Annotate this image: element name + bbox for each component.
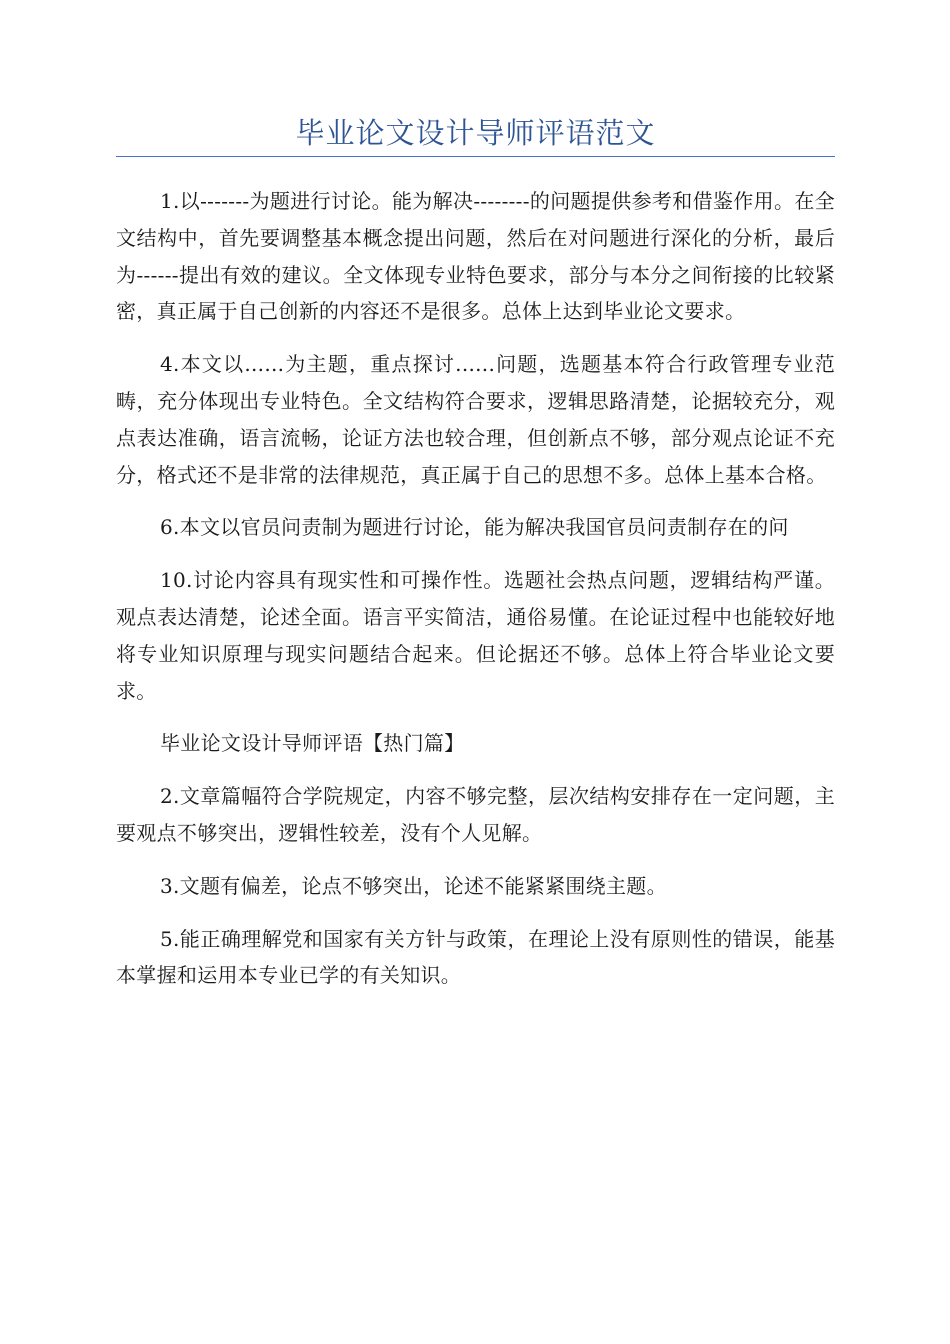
title-underline xyxy=(116,156,835,157)
document-title: 毕业论文设计导师评语范文 xyxy=(295,116,656,150)
paragraph-5: 5.能正确理解党和国家有关方针与政策，在理论上没有原则性的错误，能基本掌握和运用本专业已学的有关知识。 xyxy=(116,926,835,988)
paragraph-2: 2.文章篇幅符合学院规定，内容不够完整，层次结构安排存在一定问题，主要观点不够突出，逻辑性较差，没有个人见解。 xyxy=(116,784,835,845)
document-page xyxy=(116,112,835,1010)
paragraph-1: 1.以-------为题进行讨论。能为解决--------的问题提供参考和借鉴作用。在全文结构中，首先要调整基本概念提出问题，然后在对问题进行深化的分析，最后为------提出有效的建议。全文体现专业特色要求，部分与本分之间衔接的比较紧密，真正属于自己创新的内容还不是很多。总体上达到毕业论文要求。 xyxy=(116,189,835,324)
paragraph-4: 4.本文以......为主题，重点探讨......问题，选题基本符合行政管理专业范畴，充分体现出专业特色。全文结构符合要求，逻辑思路清楚，论据较充分，观点表达准确，语言流畅，论证方法也较合理，但创新点不够，部分观点论证不充分，格式还不是非常的法律规范，真正属于自己的思想不多。总体上基本合格。 xyxy=(116,352,835,487)
paragraph-6: 6.本文以官员问责制为题进行讨论，能为解决我国官员问责制存在的问 xyxy=(160,515,789,540)
section-heading-hot: 毕业论文设计导师评语【热门篇】 xyxy=(160,731,465,756)
paragraph-3: 3.文题有偏差，论点不够突出，论述不能紧紧围绕主题。 xyxy=(160,873,667,898)
paragraph-10: 10.讨论内容具有现实性和可操作性。选题社会热点问题，逻辑结构严谨。观点表达清楚，论述全面。语言平实简洁，通俗易懂。在论证过程中也能较好地将专业知识原理与现实问题结合起来。但论据还不够。总体上符合毕业论文要求。 xyxy=(116,568,835,703)
